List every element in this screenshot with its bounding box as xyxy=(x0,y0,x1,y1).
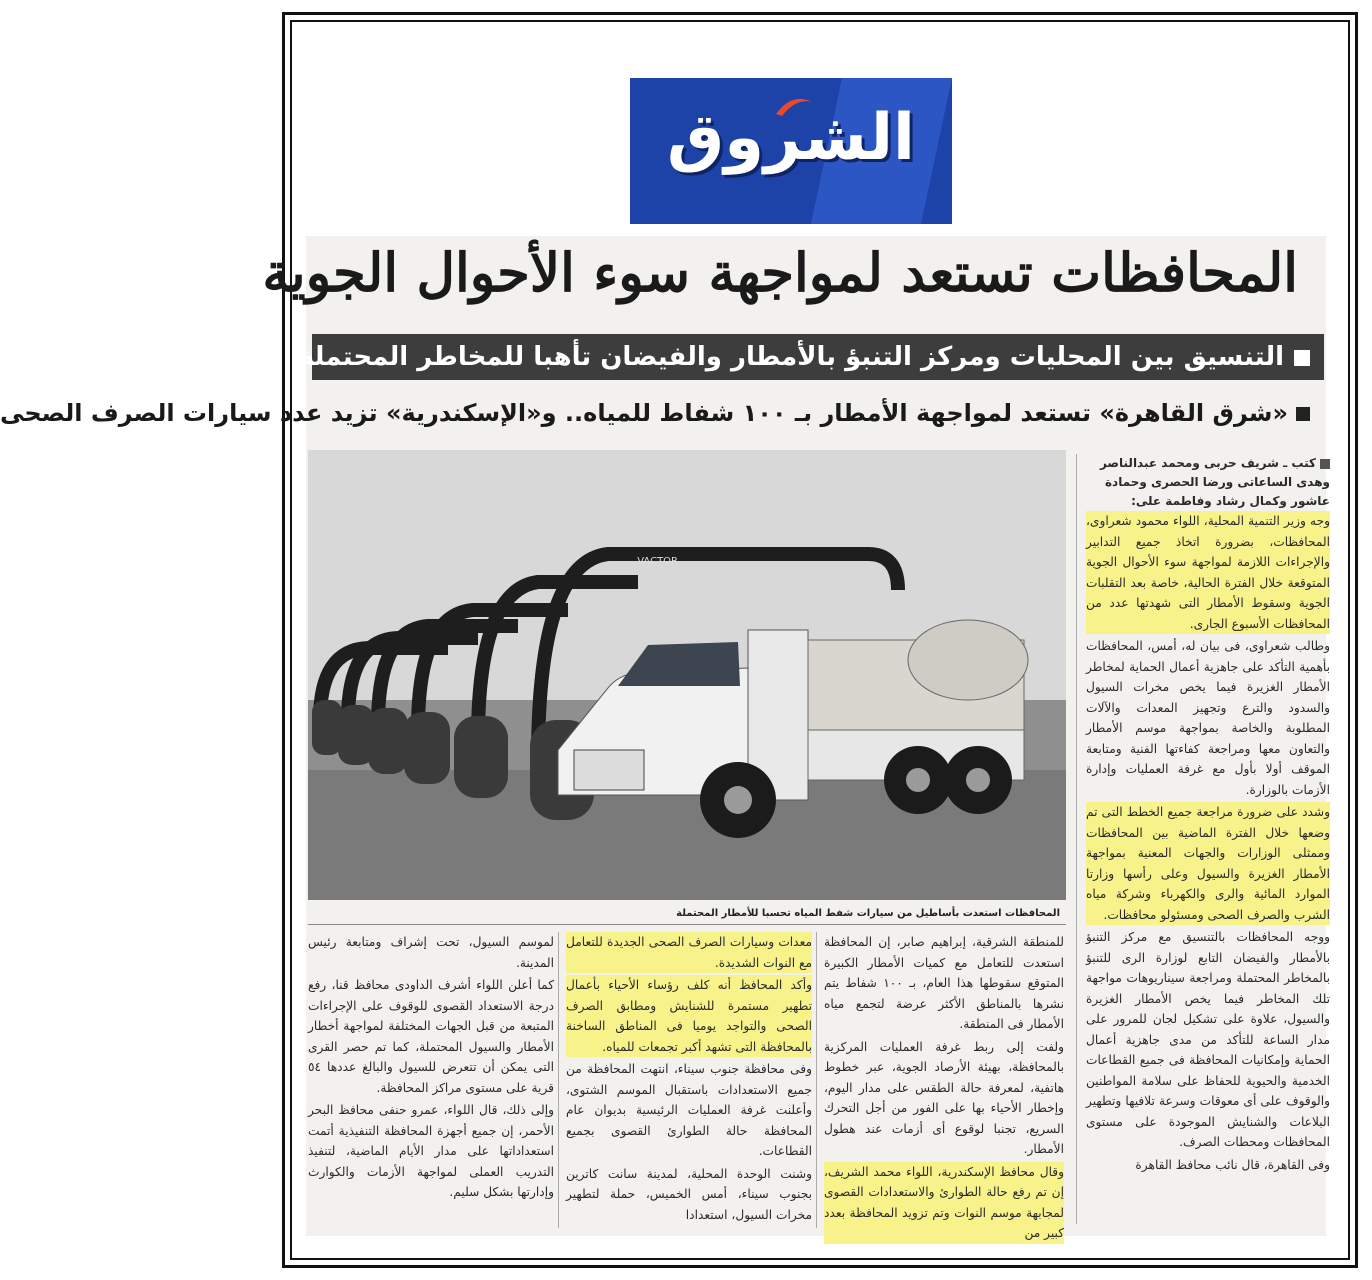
article-column-2 xyxy=(824,932,1064,1240)
newspaper-logo xyxy=(630,78,952,224)
photo-caption: المحافظات استعدت بأساطيل من سيارات شفط المياه تحسبا للأمطار المحتملة xyxy=(308,904,1066,925)
column-divider xyxy=(816,932,817,1228)
paragraph: وشنت الوحدة المحلية، لمدينة سانت كاترين بجنوب سيناء، أمس الخميس، حملة لتطهير مخرات السيول، استعدادا xyxy=(566,1166,812,1222)
paragraph: وجه وزير التنمية المحلية، اللواء محمود شعراوى، المحافظات، بضرورة اتخاذ جميع التدابير والإجراءات اللازمة لمواجهة سوء الأحوال الجوية المتوقعة خلال الفترة الحالية، خاصة بعد التقلبات الجوية وسقوط الأمطار التى شهدتها عدد من المحافظات الأسبوع الجارى. xyxy=(1086,511,1330,634)
byline: كتب ـ شريف حربى ومحمد عبدالناصر وهدى الساعاتى ورضا الحصرى وحمادة عاشور وكمال رشاد وفاطمة على: xyxy=(1099,456,1330,508)
paragraph: كما أعلن اللواء أشرف الداودى محافظ قنا، رفع درجة الاستعداد القصوى للوقوف على الإجراءات المتبعة من قبل الجهات المختلفة لمواجهة أخطار الأمطار والسيول المحتملة، كما تم حصر القرى التى يمكن أن تتعرض للسيول والبالغ عددها ٥٤ قرية على مستوى مراكز المحافظة. xyxy=(308,978,554,1095)
paragraph: وطالب شعراوى، فى بيان له، أمس، المحافظات بأهمية التأكد على جاهزية أعمال الحماية لمخاطر الأمطار الغزيرة فيما يخص مخرات السيول والسدود والترع وتجهيز المعدات والآلات المطلوبة والخاصة بمواجهة موسم الأمطار والتعاون معها ومراجعة كفاءتها الفنية ومتابعة الموقف أولا بأول مع غرفة العمليات وإدارة الأزمات بالوزارة. xyxy=(1086,639,1330,797)
paragraph: للمنطقة الشرقية، إبراهيم صابر، إن المحافظة استعدت للتعامل مع كميات الأمطار الكبيرة المتوقع سقوطها هذا العام، بـ ١٠٠ شفاط يتم نشرها بالمناطق الأكثر عرضة لتجمع مياه الأمطار فى المنطقة. xyxy=(824,935,1064,1031)
paragraph: ووجه المحافظات بالتنسيق مع مركز التنبؤ بالأمطار والفيضان التابع لوزارة الرى للتنبؤ بالمخاطر المحتملة ومراجعة سيناريوهات مواجهة تلك المخاطر فيما يخص الأمطار الغزيرة والسيول، علاوة على تشكيل لجان للمرور على مدار الساعة للتأكد من مدى جاهزية أعمال الحماية وإمكانيات المحافظة فى جميع القطاعات الخدمية والحيوية للحفاظ على سلامة المواطنين والوقوف على أى معوقات وسرعة تلافيها وتطهير البلاعات والشنايش الموجودة على مستوى المحافظات ومحطات الصرف. xyxy=(1086,930,1330,1149)
paragraph: معدات وسيارات الصرف الصحى الجديدة للتعامل مع النوات الشديدة. xyxy=(566,932,812,973)
column-divider xyxy=(1076,454,1077,1224)
headline: المحافظات تستعد لمواجهة سوء الأحوال الجوية xyxy=(262,242,1298,304)
article-column-4 xyxy=(308,932,554,1228)
paragraph: وفى القاهرة، قال نائب محافظ القاهرة xyxy=(1135,1157,1330,1172)
paragraph: ولفت إلى ربط غرفة العمليات المركزية بالمحافظة، بهيئة الأرصاد الجوية، عبر خطوط هاتفية، لمعرفة حالة الطقس على مدار اليوم، وإخطار الأحياء بها على الفور من أجل التحرك السريع، تجنبا لوقوع أى أزمات عند هطول الأمطار. xyxy=(824,1039,1064,1156)
news-photo xyxy=(308,450,1066,900)
paragraph: وشدد على ضرورة مراجعة جميع الخطط التى تم وضعها خلال الفترة الماضية بين المحافظات وممثلى الوزارات والجهات المعنية بمواجهة الأمطار الغزيرة والسيول وعلى رأسها وزارتا الموارد المائية والرى والكهرباء وشركة مياه الشرب والصرف الصحى ومسئولو محافظات. xyxy=(1086,802,1330,925)
paragraph: لموسم السيول، تحت إشراف ومتابعة رئيس المدينة. xyxy=(308,935,554,970)
paragraph: وأكد المحافظ أنه كلف رؤساء الأحياء بأعمال تطهير مستمرة للشنايش ومطابق الصرف الصحى والتواجد يوميا فى المناطق الساخنة بالمحافظة التى تشهد أكبر تجمعات للمياه. xyxy=(566,975,812,1057)
vacuum-trucks-illustration xyxy=(308,450,1066,900)
truck-brand-label: VACTOR xyxy=(637,556,678,567)
subheadline-2: «شرق القاهرة» تستعد لمواجهة الأمطار بـ ١٠٠ شفاط للمياه.. و«الإسكندرية» تزيد عدد سيارات الصرف الصحى xyxy=(312,392,1324,434)
logo-text: الشروق xyxy=(667,101,915,175)
subheadline-1: التنسيق بين المحليات ومركز التنبؤ بالأمطار والفيضان تأهبا للمخاطر المحتملة xyxy=(312,334,1324,380)
article-column-1 xyxy=(1086,454,1330,1224)
paragraph: وفى محافظة جنوب سيناء، انتهت المحافظة من جميع الاستعدادات باستقبال الموسم الشتوى، وأعلنت غرفة العمليات الرئيسية بديوان عام المحافظة حالة الطوارئ القصوى بجميع القطاعات. xyxy=(566,1062,812,1158)
column-divider xyxy=(558,932,559,1228)
article-column-3 xyxy=(566,932,812,1228)
paragraph: وإلى ذلك، قال اللواء، عمرو حنفى محافظ البحر الأحمر، إن جميع أجهزة المحافظة التنفيذية أتمت استعداداتها على مدار الأيام الماضية، لتنفيذ التدريب العملى لمواجهة الأزمات والكوارث وإدارتها بشكل سليم. xyxy=(308,1103,554,1199)
paragraph: وقال محافظ الإسكندرية، اللواء محمد الشريف، إن تم رفع حالة الطوارئ والاستعدادات القصوى لمجابهة موسم النوات وتم تزويد المحافظة بعدد كبير من xyxy=(824,1162,1064,1244)
